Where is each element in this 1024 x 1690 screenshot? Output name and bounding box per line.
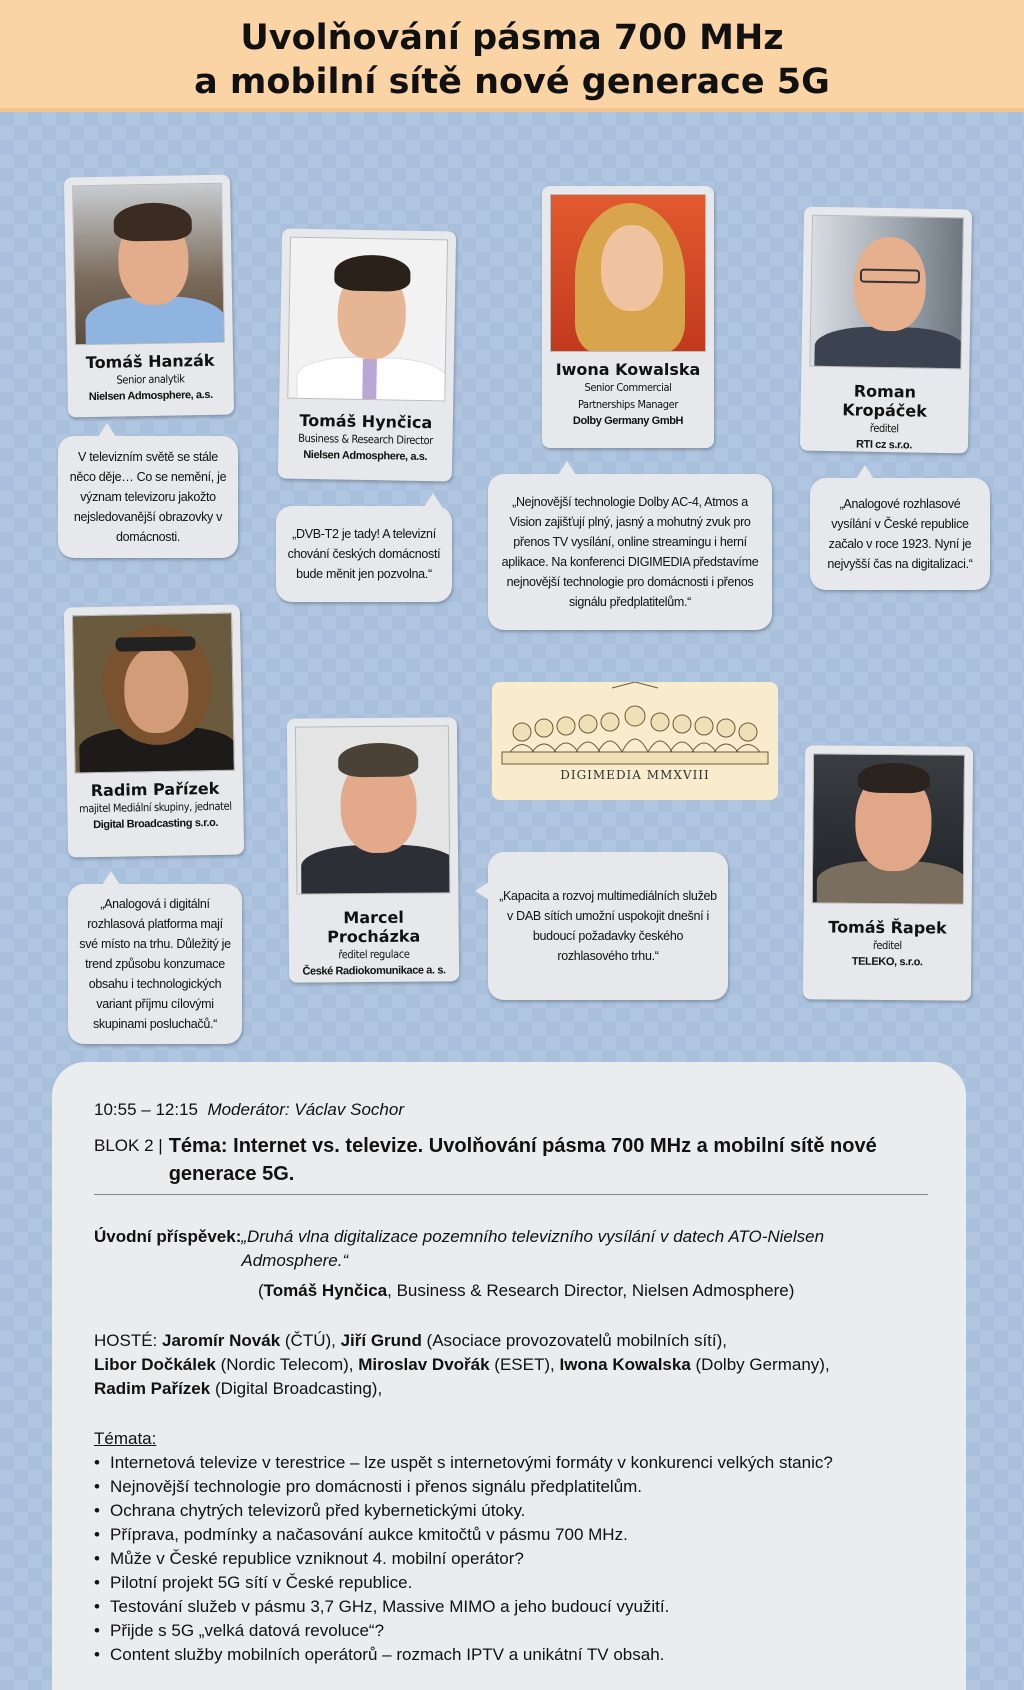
- quote-bubble-hanzak: [58, 436, 238, 558]
- quote-text: „Analogová i digitální rozhlasová platforma mají své místo na trhu. Důležitý je trend způsobu konzumace obsahu i technologických variant příjmu cílovými skupinami posluchačů.“: [79, 897, 231, 1031]
- topic-item: • Příprava, podmínky a načasování aukce kmitočtů v pásmu 700 MHz.: [94, 1523, 928, 1547]
- speaker-name: Tomáš Hynčica: [299, 410, 433, 433]
- page-title: [0, 0, 1024, 104]
- guest-name: Jaromír Novák: [162, 1331, 281, 1350]
- topics-list: [94, 1451, 928, 1667]
- guest-org: (Nordic Telecom),: [215, 1355, 359, 1374]
- speaker-org: TELEKO, s.r.o.: [851, 955, 923, 969]
- intro-speaker-role: , Business & Research Director, Nielsen Admosphere): [387, 1281, 795, 1300]
- intro-contribution: [94, 1225, 928, 1273]
- speaker-org: Nielsen Admosphere, a.s.: [303, 448, 428, 464]
- speaker-card-rapek: [803, 745, 973, 1000]
- speaker-role: ředitel: [869, 421, 899, 436]
- guest-org: (Digital Broadcasting),: [210, 1379, 383, 1398]
- speaker-role: Business & Research Director: [298, 431, 433, 448]
- guest-name: Iwona Kowalska: [559, 1355, 691, 1374]
- speaker-photo: [295, 725, 450, 894]
- speaker-org: Dolby Germany GmbH: [572, 415, 684, 427]
- speaker-photo: [809, 215, 964, 370]
- guest-org: (ČTÚ),: [280, 1331, 341, 1350]
- speaker-card-parizek: [64, 604, 244, 857]
- guest-org: (Asociace provozovatelů mobilních sítí),: [421, 1331, 728, 1350]
- page-header: [0, 0, 1024, 112]
- guest-name: Radim Pařízek: [94, 1379, 211, 1398]
- title-line-1: Uvolňování pásma 700 MHz: [240, 18, 784, 58]
- speaker-photo: [287, 237, 448, 402]
- guest-org: (Dolby Germany),: [690, 1355, 830, 1374]
- speaker-role: ředitel regulace: [338, 947, 410, 962]
- topic-item: • Nejnovější technologie pro domácnosti i přenos signálu předplatitelům.: [94, 1475, 928, 1499]
- speaker-card-kropacek: [800, 207, 972, 454]
- speaker-card-hyncica: [278, 229, 456, 482]
- program-panel: [52, 1062, 966, 1690]
- speaker-photo: [72, 613, 235, 774]
- speaker-photo: [812, 753, 965, 904]
- illustration-caption: DIGIMEDIA MMXVIII: [560, 768, 710, 782]
- blok-label: BLOK 2 |: [94, 1136, 163, 1155]
- session-time: [94, 1098, 928, 1122]
- quote-bubble-kropacek: [810, 478, 990, 590]
- guest-name: Jiří Grund: [340, 1331, 422, 1350]
- speaker-name: Roman Kropáček: [842, 381, 928, 421]
- speaker-name: Radim Pařízek: [90, 778, 220, 801]
- speaker-name: Tomáš Řapek: [828, 917, 947, 938]
- speaker-role: majitel Mediální skupiny, jednatel: [78, 799, 232, 816]
- speaker-org: České Radiokomunikace a. s.: [302, 964, 446, 978]
- time-range: 10:55 – 12:15: [94, 1100, 198, 1119]
- quote-text: „Kapacita a rozvoj multimediálních služeb v DAB sítích umožní uspokojit dnešní i budoucí požadavky českého rozhlasového trhu.“: [499, 889, 717, 963]
- last-supper-sketch-icon: [492, 682, 778, 800]
- guest-org: (ESET),: [489, 1355, 560, 1374]
- quote-bubble-parizek: [68, 884, 242, 1044]
- speaker-photo: [550, 194, 706, 352]
- guests-label: HOSTÉ:: [94, 1331, 158, 1350]
- speaker-role: ředitel: [872, 938, 902, 953]
- speaker-role: Senior Commercial Partnerships Manager: [577, 381, 679, 411]
- quote-text: „Nejnovější technologie Dolby AC-4, Atmos a Vision zajišťují plný, jasný a mohutný zvuk pro přenos TV vysílání, online streamingu i herní aplikace. Na konferenci DIGIMEDIA představíme nejnovější technologie pro domácnosti i přenos signálu předplatitelům.“: [501, 495, 759, 609]
- intro-label: Úvodní příspěvek:: [94, 1227, 242, 1246]
- speaker-org: Digital Broadcasting s.r.o.: [93, 816, 219, 832]
- quote-text: V televizním světě se stále něco děje… Co se nemění, je význam televizoru jakožto nejsledovanější obrazovky v domácnosti.: [69, 450, 227, 544]
- quote-bubble-hyncica: [276, 506, 452, 602]
- speaker-org: RTI cz s.r.o.: [855, 438, 913, 452]
- speaker-photo: [72, 183, 225, 346]
- topic-item: • Pilotní projekt 5G sítí v České republice.: [94, 1571, 928, 1595]
- topics-label: Témata:: [94, 1429, 157, 1448]
- guest-name: Miroslav Dvořák: [358, 1355, 490, 1374]
- moderator: Moderátor: Václav Sochor: [207, 1100, 404, 1119]
- topic-item: • Internetová televize v terestrice – lze uspět s internetovými formáty v konkurenci velkých stanic?: [94, 1451, 928, 1475]
- speaker-card-hanzak: [64, 175, 234, 418]
- speaker-name: Tomáš Hanzák: [85, 350, 215, 373]
- speaker-card-prochazka: [287, 717, 459, 982]
- topic-item: • Může v České republice vzniknout 4. mobilní operátor?: [94, 1547, 928, 1571]
- intro-speaker-name: Tomáš Hynčica: [263, 1281, 388, 1300]
- title-line-2: a mobilní sítě nové generace 5G: [194, 62, 830, 102]
- speaker-name: Iwona Kowalska: [555, 360, 701, 379]
- speaker-org: Nielsen Admosphere, a.s.: [88, 388, 213, 404]
- topic-item: • Přijde s 5G „velká datová revoluce“?: [94, 1619, 928, 1643]
- session-heading: [94, 1132, 928, 1195]
- quote-bubble-prochazka: [488, 852, 728, 1000]
- intro-title: „Druhá vlna digitalizace pozemního televizního vysílání v datech ATO-Nielsen Admosphere.“: [241, 1227, 825, 1270]
- topic-item: • Ochrana chytrých televizorů před kybernetickými útoky.: [94, 1499, 928, 1523]
- intro-open-paren: (: [258, 1281, 264, 1300]
- topic-item: • Content služby mobilních operátorů – rozmach IPTV a unikátní TV obsah.: [94, 1643, 928, 1667]
- quote-text: „DVB-T2 je tady! A televizní chování českých domácností bude měnit jen pozvolna.“: [287, 527, 441, 581]
- digimedia-illustration: [492, 682, 778, 800]
- speaker-role: Senior analytik: [116, 372, 185, 387]
- guest-name: Libor Dočkálek: [94, 1355, 216, 1374]
- session-topic: Téma: Internet vs. televize. Uvolňování pásma 700 MHz a mobilní sítě nové generace 5G.: [168, 1135, 877, 1185]
- speaker-name: Marcel Procházka: [327, 907, 421, 947]
- quote-text: „Analogové rozhlasové vysílání v České republice začalo v roce 1923. Nyní je nejvyšší čas na digitalizaci.“: [827, 497, 973, 571]
- quote-bubble-kowalska: [488, 474, 772, 630]
- speaker-card-kowalska: [542, 186, 714, 448]
- guests-list: [94, 1329, 928, 1401]
- topic-item: • Testování služeb v pásmu 3,7 GHz, Massive MIMO a jeho budoucí využití.: [94, 1595, 928, 1619]
- intro-speaker: [258, 1279, 928, 1303]
